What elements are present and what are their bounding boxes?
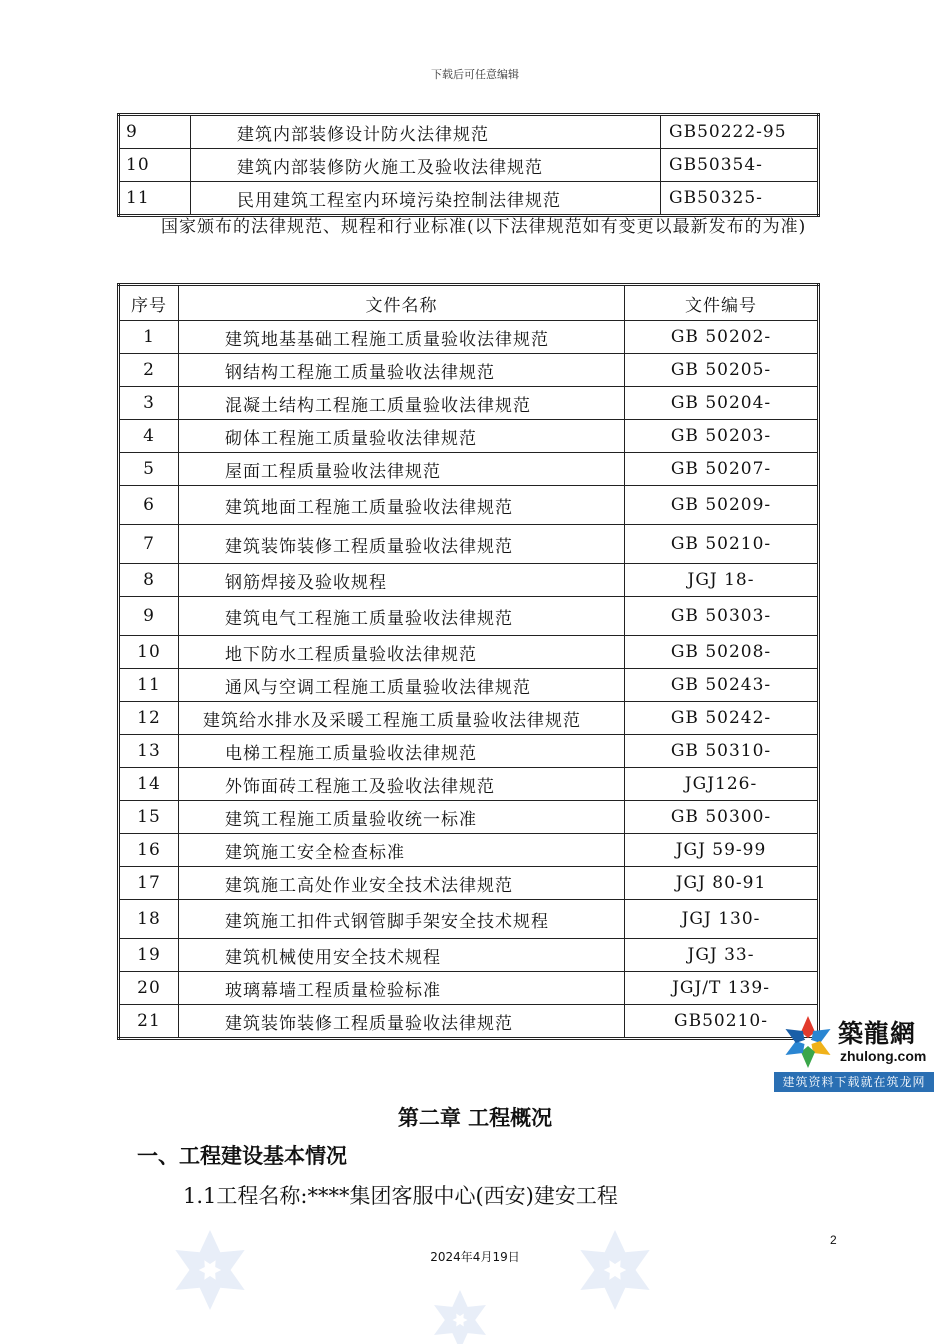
document-name: 混凝土结构工程施工质量验收法律规范 [179, 387, 625, 420]
document-code: GB 50207- [625, 453, 819, 486]
document-name: 砌体工程施工质量验收法律规范 [179, 420, 625, 453]
document-code: GB 50310- [625, 735, 819, 768]
document-name: 建筑施工高处作业安全技术法律规范 [179, 867, 625, 900]
logo-name: 築龍網 [838, 1019, 917, 1048]
document-code: GB 50210- [625, 525, 819, 564]
document-code: JGJ126- [625, 768, 819, 801]
document-code: GB50210- [625, 1005, 819, 1039]
table-row [119, 735, 819, 768]
document-name: 屋面工程质量验收法律规范 [179, 453, 625, 486]
footer-date: 2024年4月19日 [430, 1250, 520, 1264]
row-number: 9 [119, 597, 179, 636]
header-document-code: 文件编号 [625, 285, 819, 321]
row-number: 17 [119, 867, 179, 900]
row-number: 10 [119, 636, 179, 669]
document-code: GB 50202- [625, 321, 819, 354]
document-name: 建筑给水排水及采暖工程施工质量验收法律规范 [179, 702, 625, 735]
table-row [119, 420, 819, 453]
snowflake-logo-icon [778, 1012, 838, 1072]
table-row [119, 597, 819, 636]
row-number: 4 [119, 420, 179, 453]
document-name: 建筑内部装修设计防火法律规范 [191, 115, 661, 149]
document-code: JGJ 130- [625, 900, 819, 939]
table-row [119, 834, 819, 867]
document-name: 建筑电气工程施工质量验收法律规范 [179, 597, 625, 636]
row-number: 2 [119, 354, 179, 387]
document-code: GB 50204- [625, 387, 819, 420]
row-number: 20 [119, 972, 179, 1005]
table-row [119, 115, 819, 149]
row-number: 10 [119, 149, 191, 182]
logo-domain: zhulong.com [840, 1048, 927, 1064]
table-row [119, 486, 819, 525]
table-row [119, 1005, 819, 1039]
background-watermark-icon [0, 1225, 950, 1344]
document-name: 玻璃幕墙工程质量检验标准 [179, 972, 625, 1005]
document-code: GB 50242- [625, 702, 819, 735]
row-number: 9 [119, 115, 191, 149]
document-code: GB50325- [661, 182, 819, 216]
intro-paragraph: 国家颁布的法律规范、规程和行业标准(以下法律规范如有变更以最新发布的为准) [161, 217, 807, 237]
table-header-row [119, 285, 819, 321]
row-number: 14 [119, 768, 179, 801]
document-name: 建筑地面工程施工质量验收法律规范 [179, 486, 625, 525]
document-name: 地下防水工程质量验收法律规范 [179, 636, 625, 669]
document-name: 建筑工程施工质量验收统一标准 [179, 801, 625, 834]
document-name: 建筑施工扣件式钢管脚手架安全技术规程 [179, 900, 625, 939]
document-name: 民用建筑工程室内环境污染控制法律规范 [191, 182, 661, 216]
row-number: 15 [119, 801, 179, 834]
table-row [119, 768, 819, 801]
table-row [119, 867, 819, 900]
document-name: 电梯工程施工质量验收法律规范 [179, 735, 625, 768]
document-name: 建筑机械使用安全技术规程 [179, 939, 625, 972]
document-name: 建筑装饰装修工程质量验收法律规范 [179, 525, 625, 564]
chapter-title: 第二章 工程概况 [397, 1106, 553, 1130]
document-name: 建筑施工安全检查标准 [179, 834, 625, 867]
top-standards-table [117, 113, 820, 217]
table-row [119, 182, 819, 216]
table-row [119, 564, 819, 597]
document-code: GB 50303- [625, 597, 819, 636]
document-code: GB 50300- [625, 801, 819, 834]
table-row [119, 354, 819, 387]
row-number: 19 [119, 939, 179, 972]
document-code: GB50222-95 [661, 115, 819, 149]
row-number: 7 [119, 525, 179, 564]
row-number: 6 [119, 486, 179, 525]
table-row [119, 939, 819, 972]
document-code: GB 50205- [625, 354, 819, 387]
table-row [119, 702, 819, 735]
header-document-name: 文件名称 [179, 285, 625, 321]
row-number: 12 [119, 702, 179, 735]
document-name: 建筑装饰装修工程质量验收法律规范 [179, 1005, 625, 1039]
row-number: 3 [119, 387, 179, 420]
table-row [119, 149, 819, 182]
table-row [119, 321, 819, 354]
document-code: GB 50203- [625, 420, 819, 453]
section-title: 一、工程建设基本情况 [137, 1144, 347, 1168]
document-code: JGJ 18- [625, 564, 819, 597]
standards-table [117, 283, 820, 1040]
row-number: 18 [119, 900, 179, 939]
document-name: 通风与空调工程施工质量验收法律规范 [179, 669, 625, 702]
table-row [119, 453, 819, 486]
row-number: 21 [119, 1005, 179, 1039]
document-code: JGJ 33- [625, 939, 819, 972]
table-row [119, 900, 819, 939]
document-name: 建筑地基基础工程施工质量验收法律规范 [179, 321, 625, 354]
document-code: GB 50243- [625, 669, 819, 702]
header-note: 下载后可任意编辑 [431, 68, 519, 81]
row-number: 1 [119, 321, 179, 354]
row-number: 13 [119, 735, 179, 768]
project-name-line: 1.1工程名称:****集团客服中心(西安)建安工程 [183, 1184, 618, 1208]
zhulong-logo[interactable] [774, 1012, 934, 1092]
row-number: 11 [119, 669, 179, 702]
document-code: GB 50208- [625, 636, 819, 669]
table-row [119, 669, 819, 702]
document-code: JGJ 80-91 [625, 867, 819, 900]
row-number: 8 [119, 564, 179, 597]
table-row [119, 387, 819, 420]
document-name: 钢结构工程施工质量验收法律规范 [179, 354, 625, 387]
document-name: 钢筋焊接及验收规程 [179, 564, 625, 597]
document-code: JGJ/T 139- [625, 972, 819, 1005]
row-number: 11 [119, 182, 191, 216]
document-name: 外饰面砖工程施工及验收法律规范 [179, 768, 625, 801]
header-number: 序号 [119, 285, 179, 321]
table-row [119, 636, 819, 669]
document-code: GB50354- [661, 149, 819, 182]
document-name: 建筑内部装修防火施工及验收法律规范 [191, 149, 661, 182]
document-code: JGJ 59-99 [625, 834, 819, 867]
table-row [119, 972, 819, 1005]
row-number: 5 [119, 453, 179, 486]
document-code: GB 50209- [625, 486, 819, 525]
table-row [119, 525, 819, 564]
row-number: 16 [119, 834, 179, 867]
logo-slogan: 建筑资料下载就在筑龙网 [774, 1072, 934, 1092]
page-number: 2 [830, 1233, 837, 1247]
table-row [119, 801, 819, 834]
